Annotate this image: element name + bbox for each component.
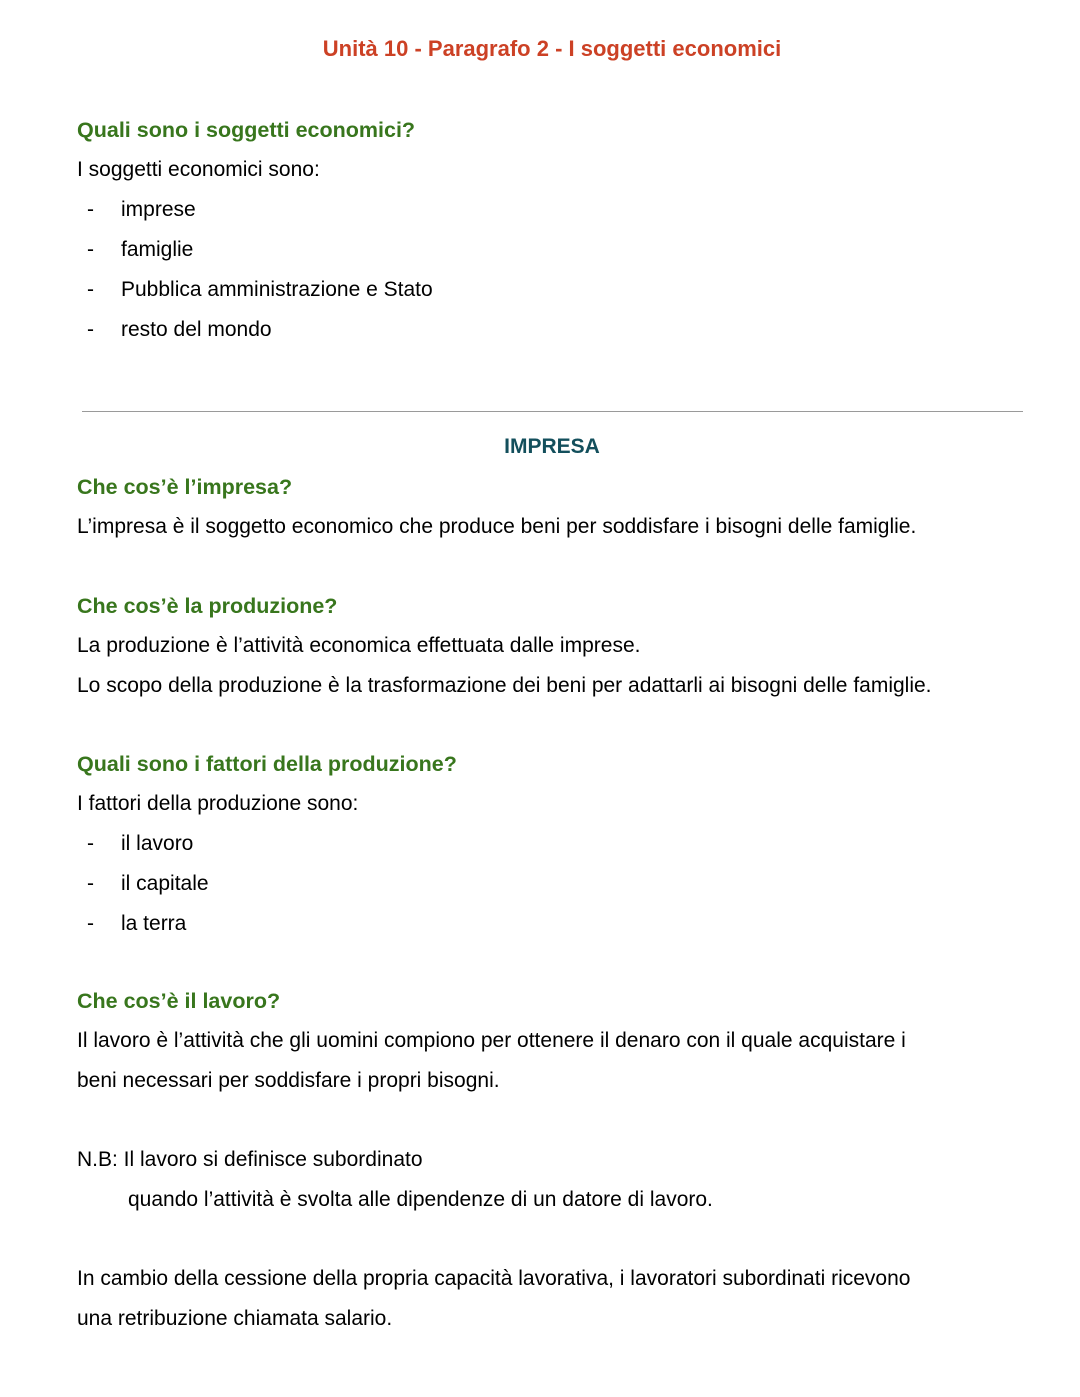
question-fattori-produzione: Quali sono i fattori della produzione? [77,752,457,776]
question-impresa: Che cos’è l’impresa? [77,475,293,499]
salario-line-2: una retribuzione chiamata salario. [77,1307,393,1330]
impresa-answer: L’impresa è il soggetto economico che produce beni per soddisfare i bisogni delle famiglie. [77,515,917,538]
fattori-list [77,824,209,944]
salario-line-1: In cambio della cessione della propria capacità lavorativa, i lavoratori subordinati ricevono [77,1267,911,1290]
section-heading-impresa: IMPRESA [504,435,600,458]
soggetti-list [77,190,433,350]
question-produzione: Che cos’è la produzione? [77,594,338,618]
list-item: - resto del mondo [77,310,433,350]
dash-bullet: - [87,278,94,301]
fattori-intro: I fattori della produzione sono: [77,792,359,815]
produzione-answer-2: Lo scopo della produzione è la trasformazione dei beni per adattarli ai bisogni delle famiglie. [77,674,932,697]
dash-bullet: - [87,872,94,895]
list-item: - il capitale [77,864,209,904]
document-title: Unità 10 - Paragrafo 2 - I soggetti economici [322,36,782,61]
list-item: - il lavoro [77,824,209,864]
question-lavoro: Che cos’è il lavoro? [77,989,281,1013]
soggetti-intro: I soggetti economici sono: [77,158,320,181]
dash-bullet: - [87,198,94,221]
section-divider [82,411,1023,412]
note-subordinato: N.B: Il lavoro si definisce subordinato [77,1148,423,1171]
produzione-answer-1: La produzione è l’attività economica effettuata dalle imprese. [77,634,641,657]
dash-bullet: - [87,318,94,341]
lavoro-answer-line-2: beni necessari per soddisfare i propri bisogni. [77,1069,500,1092]
note-subordinato-detail: quando l’attività è svolta alle dipendenze di un datore di lavoro. [128,1188,713,1211]
list-item: - la terra [77,904,209,944]
dash-bullet: - [87,238,94,261]
question-soggetti-economici: Quali sono i soggetti economici? [77,118,416,142]
dash-bullet: - [87,912,94,935]
list-item: - Pubblica amministrazione e Stato [77,270,433,310]
lavoro-answer-line-1: Il lavoro è l’attività che gli uomini compiono per ottenere il denaro con il quale acquistare i [77,1029,906,1052]
list-item: - imprese [77,190,433,230]
list-item: - famiglie [77,230,433,270]
dash-bullet: - [87,832,94,855]
